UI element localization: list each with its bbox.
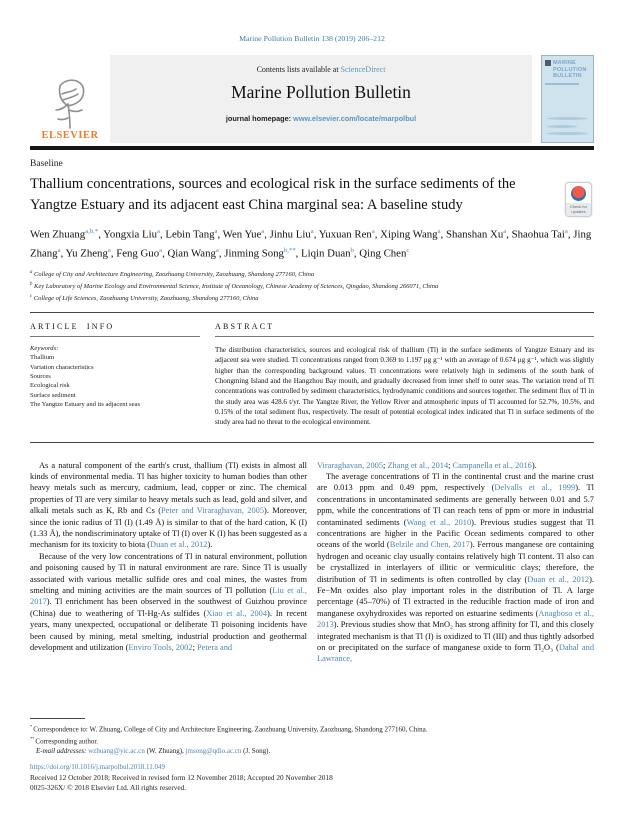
body-paragraph [30,551,307,654]
text-segment: , Jinhu Liu [264,228,311,241]
text-segment: , Jinming Song [218,247,284,260]
inline-link[interactable]: a [57,246,61,254]
abstract-text: The distribution characteristics, sources and ecological risk of thallium (Tl) in the surface sediments of Yangtze Estuary and its adjacent sea were studied. Tl concentrations ranged from 0.369 to 1.197 μg g⁻¹ with an average of 0.674 μg g⁻¹, which was slightly higher than the corresponding background values. Tl concentrations were relatively high in sediments of the south bank of Chongming Island and the Hangzhou Bay mouth, and gradually decreased from inner shelf to outer seas. The variation trend of Tl concentrations was controlled by sediment characteristics, hydrodynamic conditions and sources together. The sediment flux of Tl in the study area was 428.6 t/yr. The Yangtze River, the Yellow River and atmospheric inputs of Tl accounted for 52.7%, 10.5%, and 0.15% of the total sediment flux, respectively. The result of potential ecological index indicated that Tl in surface sediments of the study area had no threat to the ecological environment. [215,346,594,427]
article-info-column [30,313,200,427]
text-segment: , Xiping Wang [374,228,438,241]
keyword-item: Ecological risk [30,382,70,390]
footnote-correspondence [30,722,594,734]
text-segment: ). In recent years, many unexpected, occupational or deliberate Tl poisoning incidents have been caused by mining, metal smelting, industrial production and geothermal development and utilization ( [30,608,307,653]
affiliation-item [30,268,594,280]
affiliation-sup: a [30,270,33,276]
journal-reference-link[interactable]: Marine Pollution Bulletin 138 (2019) 206–212 [239,34,385,43]
cover-title-line: POLLUTION [553,66,587,73]
inline-link[interactable]: b [350,246,354,254]
body-text [30,460,594,712]
text-segment: ). [207,540,213,550]
masthead-divider-bar [30,146,594,150]
keywords-label: Keywords: [30,345,59,353]
footnote-rule [30,718,85,719]
inline-link[interactable]: Xiao et al., 2004 [206,608,268,618]
body-left-column [30,460,307,712]
keyword-item: Thallium [30,354,55,362]
inline-link[interactable]: a [215,246,219,254]
text-segment: Because of the very low concentrations of Tl in natural environment, pollution and poisoning caused by Tl in natural environment are rare. Since Tl is usually associated with various metallic sulfide ores and coal mines, the wastes from smelting and mining activities are the main sources of Tl pollution ( [30,551,307,595]
inline-link[interactable]: Duan et al., 2012 [150,540,208,550]
cover-wave-decoration [547,132,588,135]
inline-link[interactable]: Duan et al., 2012 [527,574,590,584]
text-segment: , Liqin Duan [295,247,351,260]
text-segment: E-mail addresses: [36,747,89,756]
check-for-updates-icon [571,186,586,201]
keyword-item: Sources [30,373,51,381]
section-label: Baseline [30,159,63,169]
keyword-item: The Yangtze Estuary and its adjacent seas [30,400,141,408]
text-segment: * [30,723,34,729]
text-segment: (J. Song). [241,747,271,756]
inline-link[interactable]: a [159,246,163,254]
inline-link[interactable]: a [437,228,441,235]
contents-line [110,65,532,74]
text-segment: ** [30,735,36,741]
inline-link[interactable]: c [406,246,410,254]
keyword-item: Variation characteristics [30,363,94,371]
inline-link[interactable]: Enviro Tools, 2002 [128,643,193,653]
text-segment: The average concentrations of Tl in the continental crust and the marine crust are 0.013 ppm and 0.49 ppm, respectively ( [317,471,594,493]
text-segment: , Wen Yue [217,228,262,241]
inline-link[interactable]: wzhuang@yic.ac.cn [88,747,145,756]
journal-masthead [30,55,594,143]
text-segment: ; [383,460,388,470]
text-segment: Wen Zhuang [30,228,86,241]
cover-title-line: BULLETIN [553,73,582,79]
inline-link[interactable]: Zhang et al., 2014 [387,460,449,470]
text-segment: , Yu Zheng [60,247,108,260]
cover-publisher-mark [545,60,551,66]
text-segment: , Jing Zhang [30,228,592,260]
text-segment: , Shaohua Tai [506,228,565,241]
cover-box [532,55,594,143]
text-segment: , Shanshan Xu [440,228,504,241]
text-segment: ). Fe−Mn oxides also play important roles in the distribution of Tl. A large percentage (45–70%) of Tl extracted in the reducible fraction made of iron and manganese oxyhydroxides was reported on estuarine sediments ( [317,574,594,618]
abstract-heading: ABSTRACT [215,313,594,337]
cover-wave-decoration [547,125,577,128]
doi-link[interactable]: https://doi.org/10.1016/j.marpolbul.2018.11.049 [30,763,165,772]
cover-subtitle-rule [545,83,579,85]
article-info-heading: ARTICLE INFO [30,313,200,337]
inline-link[interactable]: b,** [283,246,296,254]
homepage-label: journal homepage: [225,114,294,123]
homepage-url-link[interactable]: www.elsevier.com/locate/marpolbul [293,114,417,123]
text-segment: ). Moreover, since the ionic radius of Tl (I) (1.49 Å) is similar to that of the hard cation, K (I) (1.33 Å), the nondiscriminatory uptake of Tl (I) over K (I) has been suggested as a mechanism for its toxicity to biota ( [30,506,308,550]
inline-link[interactable]: Petera and [196,643,233,653]
affiliation-text: College of City and Architecture Engineering, Zaozhuang University, Zaozhuang, Shandong 277160, China [34,271,315,279]
text-segment: Corresponding author. [35,737,99,746]
inline-link[interactable]: a [310,228,314,235]
journal-banner [110,55,532,143]
homepage-line [110,114,532,123]
text-segment: Correspondence to: W. Zhuang, College of City and Architecture Engineering, Zaozhuang University, Zaozhuang, Shandong 277160, China. [33,724,428,733]
affiliation-text: College of Life Sciences, Zaozhuang University, Zaozhuang, Shandong 277160, China [33,294,259,302]
received-dates: Received 12 October 2018; Received in revised form 12 November 2018; Accepted 20 November 2018 [30,773,333,783]
affiliation-text: Key Laboratory of Marine Ecology and Environmental Science, Institute of Oceanology, Chinese Academy of Sciences, Qingdao, Shandong 266071, China [34,283,439,290]
inline-link[interactable]: a [157,228,160,235]
text-segment: , Yuxuan Ren [313,228,372,241]
inline-link[interactable]: Campanella et al., 2016 [452,460,532,470]
journal-cover-thumbnail[interactable] [541,55,594,143]
journal-title: Marine Pollution Bulletin [231,82,411,102]
text-segment: ). Tl concentrations in uncontaminated sediments are generally between 0.01 and 5.7 ppm, while the concentrations of Tl can reach tens of ppm or more in industrial contaminated sediments ( [317,483,594,527]
inline-link[interactable]: a [564,228,568,235]
text-segment: ; [192,643,197,653]
inline-link[interactable]: Wang et al., 2010 [406,517,472,527]
inline-link[interactable]: a [503,228,507,235]
inline-link[interactable]: Anagboso et al., 2013 [317,608,594,630]
inline-link[interactable]: a [371,228,375,235]
affiliation-sup: c [30,293,33,299]
footnote-corresponding-author [30,734,594,746]
affiliations [30,268,594,303]
footnotes [30,722,594,757]
elsevier-logo[interactable] [30,55,110,143]
body-paragraph [30,460,307,551]
author-list [30,224,594,261]
inline-link[interactable]: Peter and Viraraghavan, 2005 [161,506,265,516]
text-segment: ). Ferrous manganese ore containing hydrogen and oceanic clay usually contains relatively high Tl content. Tl also can be crystallized in interlayers of illitic or vermiculitic clays; therefore, the distribution of Tl in sediments is often controlled by clay ( [317,540,594,584]
check-for-updates-label: Check for updates [566,203,591,216]
copyright-line: 0025-326X/ © 2018 Elsevier Ltd. All rights reserved. [30,783,187,793]
elsevier-tree-icon [48,74,92,130]
text-segment: As a natural component of the earth's crust, thallium (Tl) exists in almost all kinds of environmental media. Tl has higher toxicity to human bodies than other heavy metals such as mercury, cadmium, lead, copper or zinc. The chemical properties of Tl are very similar to heavy metals such as lead, gold and silver, and alkali metals such as K, Rb and Cs ( [30,460,307,516]
text-segment: ). Previous studies show that MnO₂ has strong affinity for Tl, and this closely integrated mechanism is that Tl (I) is oxidized to Tl (III) and thus tightly adsorbed on or precipitated on the surface of manganese oxide to form Tl₂O₃ ( [317,620,594,653]
inline-link[interactable]: Belzile and Chen, 2017 [389,540,470,550]
text-segment: ; [448,460,453,470]
inline-link[interactable]: Dahal and Lawrance, [317,643,595,664]
body-paragraph [317,460,594,471]
footnote-emails [30,746,594,756]
cover-wave-decoration [547,117,588,120]
article-title: Thallium concentrations, sources and ecological risk in the surface sediments of the Yangtze Estuary and its adjacent east China marginal sea: A baseline study [30,176,516,213]
cover-title-line: MARINE [553,60,576,66]
inline-link[interactable]: jmsong@qdio.ac.cn [185,747,242,756]
sciencedirect-link[interactable]: ScienceDirect [340,65,386,74]
inline-link[interactable]: a [214,228,218,235]
text-segment: , Yongxia Liu [98,228,157,241]
text-segment: , Qian Wang [162,247,216,260]
inline-link[interactable]: Viraraghavan, 2005 [317,460,384,470]
cover-title [553,60,587,80]
text-segment: , Lebin Tang [159,228,215,241]
text-segment: , Feng Guo [110,247,160,260]
text-segment: , Qing Chen [353,247,407,260]
text-segment: (W. Zhuang), [144,747,186,756]
body-right-column [317,460,594,712]
keyword-item: Surface sediment [30,391,76,399]
affiliation-item [30,280,594,292]
text-segment: ). [531,460,537,470]
inline-link[interactable]: Delvalls et al., 1999 [494,483,576,493]
affiliation-sup: b [30,281,33,287]
text-segment: ). Tl enrichment has been observed in the southwest of Guizhou province (China) due to weathering of Tl-Hg-As sulfides ( [30,597,307,618]
inline-link[interactable]: a [107,246,111,254]
affiliation-item [30,292,594,304]
inline-link[interactable]: a,b,* [85,228,99,235]
contents-prefix: Contents lists available at [256,65,341,74]
check-for-updates-badge[interactable] [565,182,592,217]
inline-link[interactable]: a [261,228,265,235]
elsevier-wordmark: ELSEVIER [41,130,99,141]
body-paragraph [317,471,594,665]
abstract-column [215,313,594,427]
text-segment: ). Previous studies suggest that Tl concentrations are higher in the Pacific Ocean sediments compared to other oceans of the world ( [317,517,594,550]
inline-link[interactable]: Liu et al., 2017 [30,586,307,607]
